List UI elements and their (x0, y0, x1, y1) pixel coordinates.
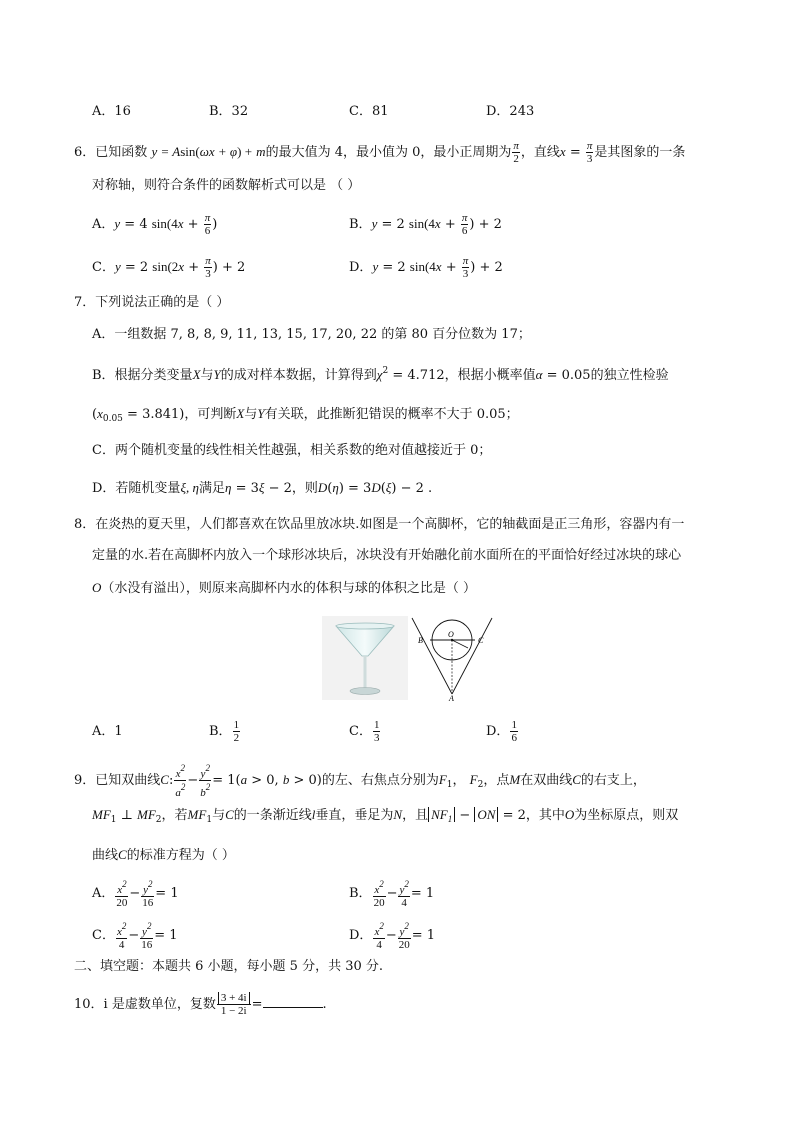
q8-stem-line2: 定量的水.若在高脚杯内放入一个球形冰块后，冰块没有开始融化前水面所在的平面恰好经过冰块的球心 (92, 548, 682, 563)
q6-option-d: D．y = 2 sin(4x + $\frac{\pi}{3}$ ) + 2 (349, 255, 503, 280)
diagram-label-c: C (478, 636, 484, 645)
q5-option-a: A．16 (92, 104, 131, 119)
q5-option-c: C．81 (349, 104, 389, 119)
q8-option-c: C． $\frac{1}{3}$ (349, 719, 380, 744)
diagram-label-a: A (449, 694, 454, 702)
diagram-label-o: O (448, 630, 454, 639)
q9-option-a: A． $\frac{x^2}{20}$ − $\frac{y^2}{16}$ = 1 (92, 879, 179, 909)
q5-option-d: D．243 (486, 104, 535, 119)
q6-period-frac: $\frac{\pi}{2}$ (513, 140, 519, 165)
section-2-heading: 二、填空题：本题共 6 小题，每小题 5 分，共 30 分. (74, 959, 384, 974)
q8-option-b: B． $\frac{1}{2}$ (209, 719, 240, 744)
q9-option-d: D． $\frac{x^2}{4}$ − $\frac{y^2}{20}$ = 1 (349, 921, 436, 951)
q5-option-b: B．32 (209, 104, 249, 119)
q6-axis-frac: $\frac{\pi}{3}$ (586, 140, 593, 165)
q7-stem: 7．下列说法正确的是（ ） (74, 295, 230, 310)
q8-stem-line1: 8．在炎热的夏天里，人们都喜欢在饮品里放冰块.如图是一个高脚杯，它的轴截面是正三角形，容器内有一 (74, 517, 685, 532)
q9-option-c: C． $\frac{x^2}{4}$ − $\frac{y^2}{16}$ = 1 (92, 921, 178, 951)
cone-sphere-diagram (410, 614, 496, 702)
diagram-label-b: B (418, 636, 423, 645)
q7-option-b-line1: B．根据分类变量X与Y的成对样本数据，计算得到$\chi^2 = 4.712$，根据小概率值α = 0.05的独立性检验 (92, 366, 669, 383)
goblet-photo (322, 616, 408, 700)
q6-option-c: C．y = 2 sin(2x + $\frac{\pi}{3}$ ) + 2 (92, 255, 246, 280)
q6-function-expr: y = A (151, 144, 181, 159)
q7-option-d: D．若随机变量ξ, η满足η = 3ξ − 2，则D(η) = 3D(ξ) − 2 . (92, 480, 433, 496)
q6-stem-line2: 对称轴，则符合条件的函数解析式可以是 （ ） (92, 178, 361, 193)
q9-option-b: B． $\frac{x^2}{20}$ − $\frac{y^2}{4}$ = 1 (349, 879, 435, 909)
q8-option-a: A．1 (92, 724, 123, 739)
q7-option-b-line2: $(x_{0.05} = 3.841)$，可判断X与Y有关联，此推断犯错误的概率不大于 0.05； (92, 406, 519, 424)
q10-answer-blank (263, 995, 323, 1008)
q9-stem-line2: $MF_1$ ⊥ $MF_2$，若$MF_1$与C的一条渐近线l垂直，垂足为N，且 $NF_1$ − ON = 2，其中O为坐标原点，则双 (92, 807, 679, 825)
q6-option-b: B．y = 2 sin(4x + $\frac{\pi}{6}$ ) + 2 (349, 212, 502, 237)
q9-stem-line3: 曲线C的标准方程为（ ） (92, 847, 235, 863)
q8-option-d: D． $\frac{1}{6}$ (486, 719, 517, 744)
q7-option-c: C．两个随机变量的线性相关性越强，相关系数的绝对值越接近于 0； (92, 443, 492, 458)
q8-stem-line3: O（水没有溢出），则原来高脚杯内水的体积与球的体积之比是（ ） (92, 580, 477, 596)
q6-option-a: A．y = 4 sin(4x + $\frac{\pi}{6}$ ) (92, 212, 218, 237)
q10-stem: 10．i 是虚数单位，复数 $\frac{3 + 4i}{1 - 2i}$ = . (74, 992, 327, 1017)
q6-stem-line1: 6．已知函数 y = Asin(ωx + φ) + m的最大值为 4，最小值为 0，最小正周期为 $\frac{\pi}{2}$ ，直线x = $\frac{\pi}{3}$ 是其图象的一条 (74, 140, 686, 165)
q7-option-a: A．一组数据 7, 8, 8, 9, 11, 13, 15, 17, 20, 22 的第 80 百分位数为 17； (92, 327, 531, 342)
q9-stem-line1: 9．已知双曲线C: $\frac{x^2}{a^2}$ − $\frac{y^2}{b^2}$ = 1(a > 0, b > 0)的左、右焦点分别为$F_1$， $F_2$，点M在双曲线C的右支上， (74, 763, 646, 799)
